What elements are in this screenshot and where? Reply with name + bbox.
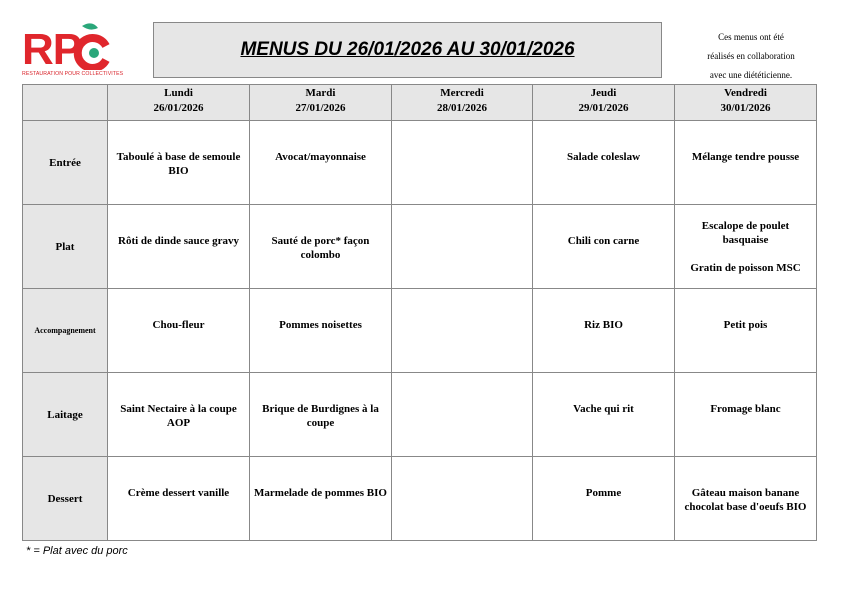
menu-cell (392, 457, 533, 541)
day-header (533, 85, 675, 121)
menu-cell: Vache qui rit (533, 373, 675, 457)
menu-cell: Chou-fleur (108, 289, 250, 373)
menu-cell: Crème dessert vanille (108, 457, 250, 541)
rpc-logo-graphic (22, 20, 114, 70)
row-label: Laitage (23, 373, 108, 457)
day-date: 30/01/2026 (720, 102, 771, 114)
corner-cell (23, 85, 108, 121)
table-row (23, 373, 817, 457)
day-date: 28/01/2026 (436, 102, 488, 114)
day-name: Vendredi (724, 87, 767, 99)
day-name: Jeudi (590, 87, 617, 99)
menu-cell: Avocat/mayonnaise (250, 121, 392, 205)
menu-table (22, 84, 817, 541)
menu-cell: Pommes noisettes (250, 289, 392, 373)
menu-cell: Marmelade de pommes BIO (250, 457, 392, 541)
menu-cell: Brique de Burdignes à la coupe (250, 373, 392, 457)
menu-cell (392, 121, 533, 205)
header-row (23, 85, 817, 121)
title-box (153, 22, 662, 78)
day-date: 27/01/2026 (295, 102, 346, 114)
menu-cell: Salade coleslaw (533, 121, 675, 205)
svg-text:RP: RP (22, 25, 82, 70)
note-line: Ces menus ont été (718, 32, 784, 42)
menu-cell: Riz BIO (533, 289, 675, 373)
day-name: Mercredi (440, 87, 484, 99)
menu-cell: Chili con carne (533, 205, 675, 289)
row-label: Plat (23, 205, 108, 289)
day-name: Mardi (305, 87, 336, 99)
dish-alternative: Gratin de poisson MSC (690, 262, 801, 274)
note-line: réalisés en collaboration (707, 51, 795, 61)
menu-cell: Fromage blanc (675, 373, 817, 457)
page-title: MENUS DU 26/01/2026 AU 30/01/2026 (240, 39, 575, 60)
day-date: 29/01/2026 (578, 102, 629, 114)
table-row (23, 457, 817, 541)
rpc-logo (22, 20, 124, 82)
day-date: 26/01/2026 (153, 102, 204, 114)
day-header (108, 85, 250, 121)
menu-cell: Sauté de porc* façon colombo (250, 205, 392, 289)
menu-cell (392, 373, 533, 457)
footnote: * = Plat avec du porc (26, 545, 128, 557)
menu-cell: Petit pois (675, 289, 817, 373)
menu-cell (392, 205, 533, 289)
table-row (23, 121, 817, 205)
menu-cell: Rôti de dinde sauce gravy (108, 205, 250, 289)
day-header (250, 85, 392, 121)
logo-subtitle: RESTAURATION POUR COLLECTIVITES (22, 71, 124, 77)
menu-cell: Taboulé à base de semoule BIO (108, 121, 250, 205)
note-line: avec une diététicienne. (709, 70, 793, 80)
menu-cell (675, 205, 817, 289)
menu-cell: Gâteau maison banane chocolat base d'oeufs BIO (675, 457, 817, 541)
table-row (23, 205, 817, 289)
day-name: Lundi (164, 87, 193, 99)
day-header (392, 85, 533, 121)
table-row (23, 289, 817, 373)
menu-cell: Saint Nectaire à la coupe AOP (108, 373, 250, 457)
dish: Escalope de poulet basquaise (701, 220, 790, 246)
menu-cell: Pomme (533, 457, 675, 541)
row-label: Dessert (23, 457, 108, 541)
menu-cell: Mélange tendre pousse (675, 121, 817, 205)
row-label: Entrée (23, 121, 108, 205)
row-label: Accompagnement (23, 289, 108, 373)
menu-cell (392, 289, 533, 373)
day-header (675, 85, 817, 121)
dietitian-note (680, 28, 822, 85)
